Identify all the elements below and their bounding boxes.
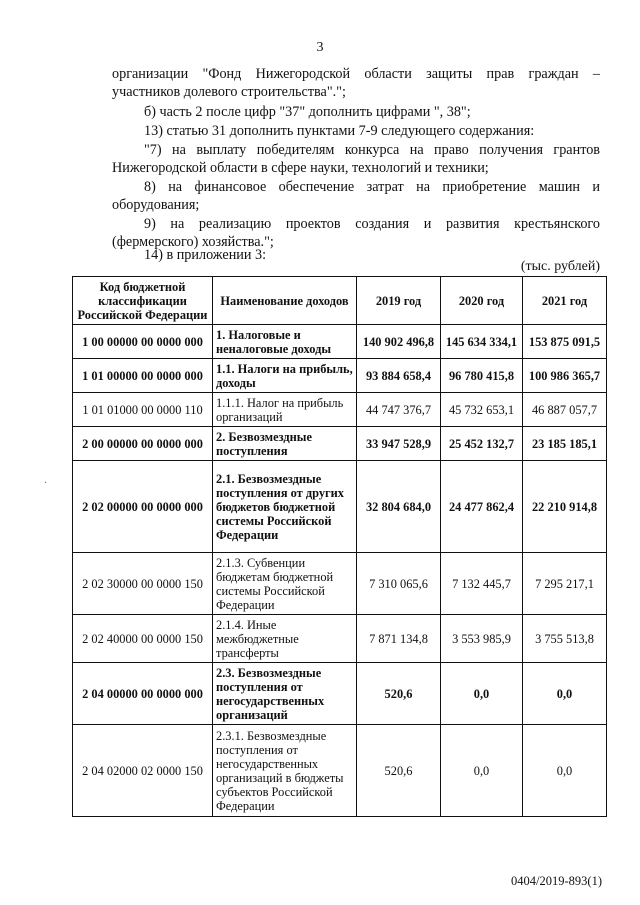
row-value-2019: 93 884 658,4 (357, 359, 441, 393)
row-value-2021: 0,0 (523, 663, 607, 725)
row-name: 1.1.1. Налог на прибыль организаций (213, 393, 357, 427)
paragraph-3: 13) статью 31 дополнить пунктами 7-9 следующего содержания: (144, 123, 535, 139)
row-value-2020: 0,0 (441, 663, 523, 725)
document-code: 0404/2019-893(1) (511, 874, 602, 888)
scan-artifact: · (44, 478, 48, 489)
row-value-2019: 140 902 496,8 (357, 325, 441, 359)
table-row (73, 725, 607, 817)
row-value-2021: 100 986 365,7 (523, 359, 607, 393)
row-code: 2 00 00000 00 0000 000 (73, 427, 213, 461)
paragraph-1-line-1: организации "Фонд Нижегородской области защиты прав граждан – (112, 66, 600, 82)
row-value-2021: 22 210 914,8 (523, 461, 607, 553)
row-value-2021: 153 875 091,5 (523, 325, 607, 359)
row-name: 2.1.3. Субвенции бюджетам бюджетной системы Российской Федерации (213, 553, 357, 615)
row-code: 2 02 30000 00 0000 150 (73, 553, 213, 615)
paragraph-7: 14) в приложении 3: (144, 247, 267, 263)
row-value-2019: 7 871 134,8 (357, 615, 441, 663)
paragraph-4-line-2: Нижегородской области в сфере науки, технологий и техники; (112, 160, 489, 176)
row-value-2019: 44 747 376,7 (357, 393, 441, 427)
paragraph-2: б) часть 2 после цифр "37" дополнить цифрами ", 38"; (144, 104, 471, 120)
row-name: 2.3. Безвозмездные поступления от негосударственных организаций (213, 663, 357, 725)
header-2021: 2021 год (523, 277, 607, 325)
table-row (73, 461, 607, 553)
row-code: 2 04 00000 00 0000 000 (73, 663, 213, 725)
table-row (73, 325, 607, 359)
table-row (73, 359, 607, 393)
row-name: 2. Безвозмездные поступления (213, 427, 357, 461)
header-2019: 2019 год (357, 277, 441, 325)
table-row (73, 663, 607, 725)
paragraph-6-line-2: (фермерского) хозяйства."; (112, 234, 274, 250)
row-value-2020: 3 553 985,9 (441, 615, 523, 663)
row-code: 2 04 02000 02 0000 150 (73, 725, 213, 817)
row-code: 1 01 01000 00 0000 110 (73, 393, 213, 427)
row-name: 2.1.4. Иные межбюджетные трансферты (213, 615, 357, 663)
paragraph-5-line-2: оборудования; (112, 197, 200, 213)
revenue-table (72, 276, 607, 817)
row-value-2021: 23 185 185,1 (523, 427, 607, 461)
row-value-2019: 32 804 684,0 (357, 461, 441, 553)
row-name: 1.1. Налоги на прибыль, доходы (213, 359, 357, 393)
row-code: 1 00 00000 00 0000 000 (73, 325, 213, 359)
units-label: (тыс. рублей) (520, 259, 600, 274)
row-value-2020: 45 732 653,1 (441, 393, 523, 427)
paragraph-5-line-1: 8) на финансовое обеспечение затрат на приобретение машин и (144, 179, 600, 195)
row-value-2020: 96 780 415,8 (441, 359, 523, 393)
row-value-2020: 0,0 (441, 725, 523, 817)
row-value-2021: 46 887 057,7 (523, 393, 607, 427)
row-value-2020: 7 132 445,7 (441, 553, 523, 615)
row-value-2019: 33 947 528,9 (357, 427, 441, 461)
row-value-2019: 7 310 065,6 (357, 553, 441, 615)
paragraph-6-line-1: 9) на реализацию проектов создания и развития крестьянского (144, 216, 600, 232)
row-value-2021: 3 755 513,8 (523, 615, 607, 663)
row-name: 2.3.1. Безвозмездные поступления от негосударственных организаций в бюджеты субъектов Российской Федерации (213, 725, 357, 817)
row-code: 2 02 40000 00 0000 150 (73, 615, 213, 663)
paragraph-1-line-2: участников долевого строительства"."; (112, 84, 346, 100)
row-value-2020: 24 477 862,4 (441, 461, 523, 553)
row-value-2019: 520,6 (357, 725, 441, 817)
header-2020: 2020 год (441, 277, 523, 325)
header-name: Наименование доходов (213, 277, 357, 325)
table-header-row (73, 277, 607, 325)
table-row (73, 427, 607, 461)
table-row (73, 553, 607, 615)
paragraph-4-line-1: "7) на выплату победителям конкурса на право получения грантов (144, 142, 600, 158)
row-name: 2.1. Безвозмездные поступления от других бюджетов бюджетной системы Российской Федерации (213, 461, 357, 553)
row-value-2019: 520,6 (357, 663, 441, 725)
row-value-2020: 25 452 132,7 (441, 427, 523, 461)
row-value-2021: 0,0 (523, 725, 607, 817)
row-value-2021: 7 295 217,1 (523, 553, 607, 615)
header-code: Код бюджетной классификации Российской Федерации (73, 277, 213, 325)
row-code: 1 01 00000 00 0000 000 (73, 359, 213, 393)
table-row (73, 393, 607, 427)
page-number: 3 (316, 40, 324, 55)
row-code: 2 02 00000 00 0000 000 (73, 461, 213, 553)
row-value-2020: 145 634 334,1 (441, 325, 523, 359)
table-row (73, 615, 607, 663)
row-name: 1. Налоговые и неналоговые доходы (213, 325, 357, 359)
